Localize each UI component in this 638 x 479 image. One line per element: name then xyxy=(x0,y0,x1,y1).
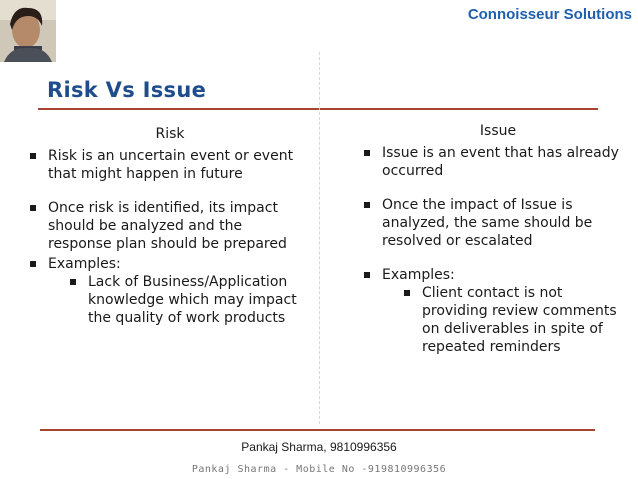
list-item-text: Once risk is identified, its impact should be analyzed and the response plan should be prepared xyxy=(48,200,287,252)
list-item xyxy=(70,273,310,327)
risk-examples xyxy=(48,273,310,327)
presenter-photo-image xyxy=(0,0,56,62)
square-bullet-icon xyxy=(30,153,36,159)
square-bullet-icon xyxy=(364,150,370,156)
column-divider xyxy=(319,52,320,424)
square-bullet-icon xyxy=(364,202,370,208)
list-item-text: Once the impact of Issue is analyzed, the same should be resolved or escalated xyxy=(382,197,593,249)
brand-name: Connoisseur Solutions xyxy=(467,6,632,23)
list-item xyxy=(30,199,310,253)
list-item-text: Examples: xyxy=(48,256,121,272)
list-item xyxy=(364,144,632,180)
issue-examples xyxy=(382,284,632,356)
issue-column xyxy=(364,122,632,358)
square-bullet-icon xyxy=(70,279,76,285)
risk-column xyxy=(30,125,310,329)
square-bullet-icon xyxy=(364,272,370,278)
risk-list xyxy=(30,147,310,327)
list-item-text: Examples: xyxy=(382,267,455,283)
risk-heading: Risk xyxy=(155,126,185,142)
list-item xyxy=(404,284,632,356)
list-item xyxy=(30,255,310,327)
list-item-text: Lack of Business/Application knowledge which may impact the quality of work products xyxy=(88,274,297,326)
footer-divider xyxy=(40,429,595,431)
list-item xyxy=(364,266,632,356)
list-item xyxy=(364,196,632,250)
footer-presenter: Pankaj Sharma, 9810996356 xyxy=(241,440,397,454)
square-bullet-icon xyxy=(404,290,410,296)
presenter-photo xyxy=(0,0,56,62)
square-bullet-icon xyxy=(30,261,36,267)
issue-heading: Issue xyxy=(479,123,517,139)
list-item-text: Client contact is not providing review comments on deliverables in spite of repeated reminders xyxy=(422,285,617,355)
list-item-text: Risk is an uncertain event or event that might happen in future xyxy=(48,148,294,182)
slide-title: Risk Vs Issue xyxy=(47,78,207,102)
title-divider xyxy=(38,108,598,110)
list-item-text: Issue is an event that has already occurred xyxy=(382,145,619,179)
square-bullet-icon xyxy=(30,205,36,211)
footer-mobile: Pankaj Sharma - Mobile No -919810996356 xyxy=(191,464,447,475)
list-item xyxy=(30,147,310,183)
issue-list xyxy=(364,144,632,356)
